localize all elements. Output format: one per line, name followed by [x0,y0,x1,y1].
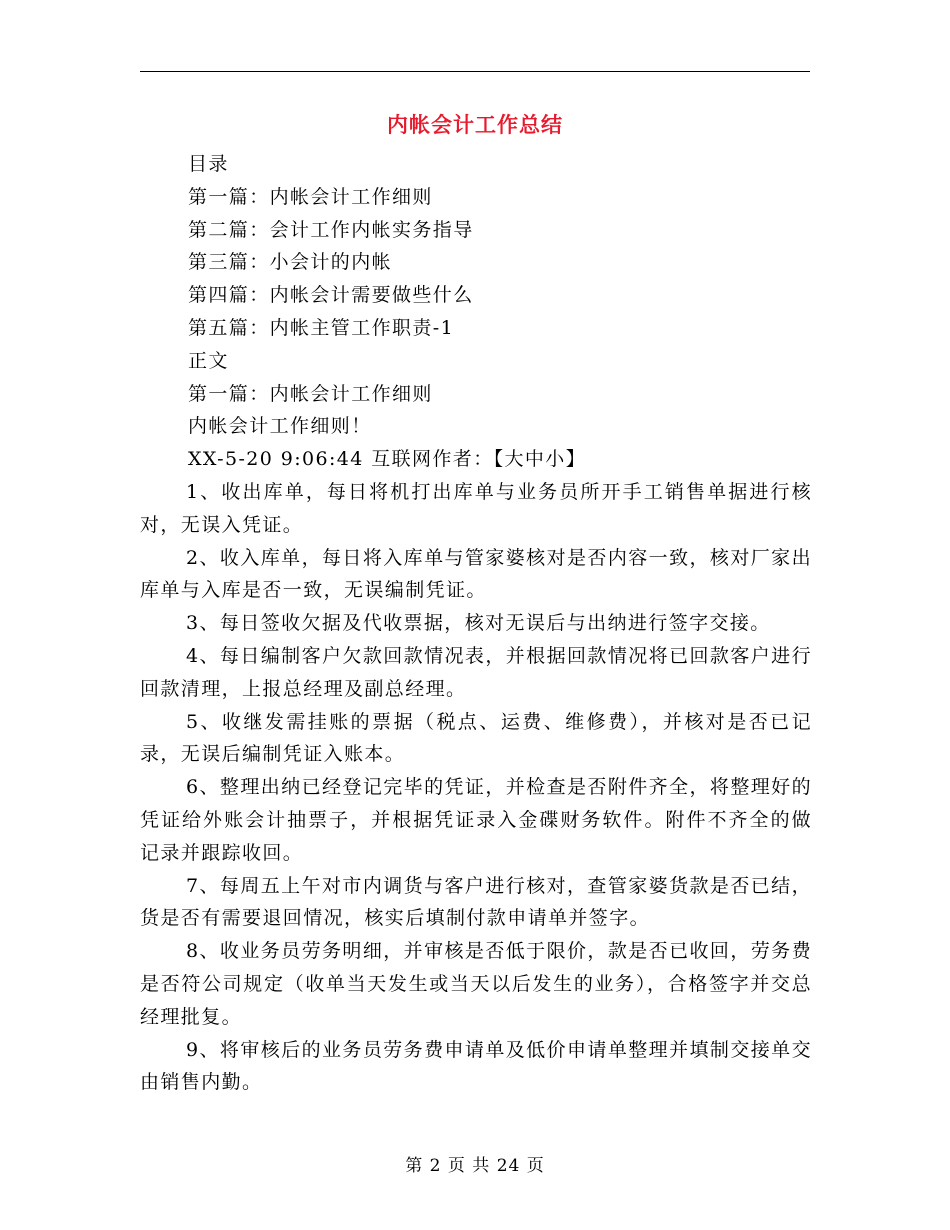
toc-item: 第四篇：内帐会计需要做些什么 [188,284,474,307]
body-heading: 正文 [188,349,229,372]
paragraph: 3、每日签收欠据及代收票据，核对无误后与出纳进行签字交接。 [186,612,771,635]
paragraph: 2、收入库单，每日将入库单与管家婆核对是否内容一致，核对厂家出库单与入库是否一致，无误编制凭证。 [140,546,812,602]
toc-item: 第五篇：内帐主管工作职责-1 [188,316,455,339]
header-rule [140,71,810,72]
page-number: 第 2 页 共 24 页 [405,1156,545,1176]
article-meta: XX-5-20 9:06:44 互联网作者：【大中小】 [188,448,587,471]
paragraph: 6、整理出纳已经登记完毕的凭证，并检查是否附件齐全，将整理好的凭证给外账会计抽票子，并根据凭证录入金碟财务软件。附件不齐全的做记录并跟踪收回。 [140,776,812,864]
section-title: 第一篇：内帐会计工作细则 [188,382,433,405]
paragraph: 9、将审核后的业务员劳务费申请单及低价申请单整理并填制交接单交由销售内勤。 [140,1038,812,1094]
toc-heading: 目录 [188,153,229,175]
document-body [140,148,812,1099]
toc-item: 第二篇：会计工作内帐实务指导 [188,218,474,241]
paragraph: 8、收业务员劳务明细，并审核是否低于限价，款是否已收回，劳务费是否符公司规定（收单当天发生或当天以后发生的业务），合格签字并交总经理批复。 [140,940,812,1028]
toc-item: 第三篇：小会计的内帐 [188,251,393,274]
toc-item: 第一篇：内帐会计工作细则 [188,185,433,208]
article-title: 内帐会计工作细则！ [188,415,372,438]
paragraph: 7、每周五上午对市内调货与客户进行核对，查管家婆货款是否已结，货是否有需要退回情况，核实后填制付款申请单并签字。 [140,874,812,930]
paragraph: 4、每日编制客户欠款回款情况表，并根据回款情况将已回款客户进行回款清理，上报总经理及副总经理。 [140,644,812,700]
document-title: 内帐会计工作总结 [387,112,563,137]
paragraph: 1、收出库单，每日将机打出库单与业务员所开手工销售单据进行核对，无误入凭证。 [140,480,812,536]
paragraph: 5、收继发需挂账的票据（税点、运费、维修费），并核对是否已记录，无误后编制凭证入账本。 [140,710,812,766]
